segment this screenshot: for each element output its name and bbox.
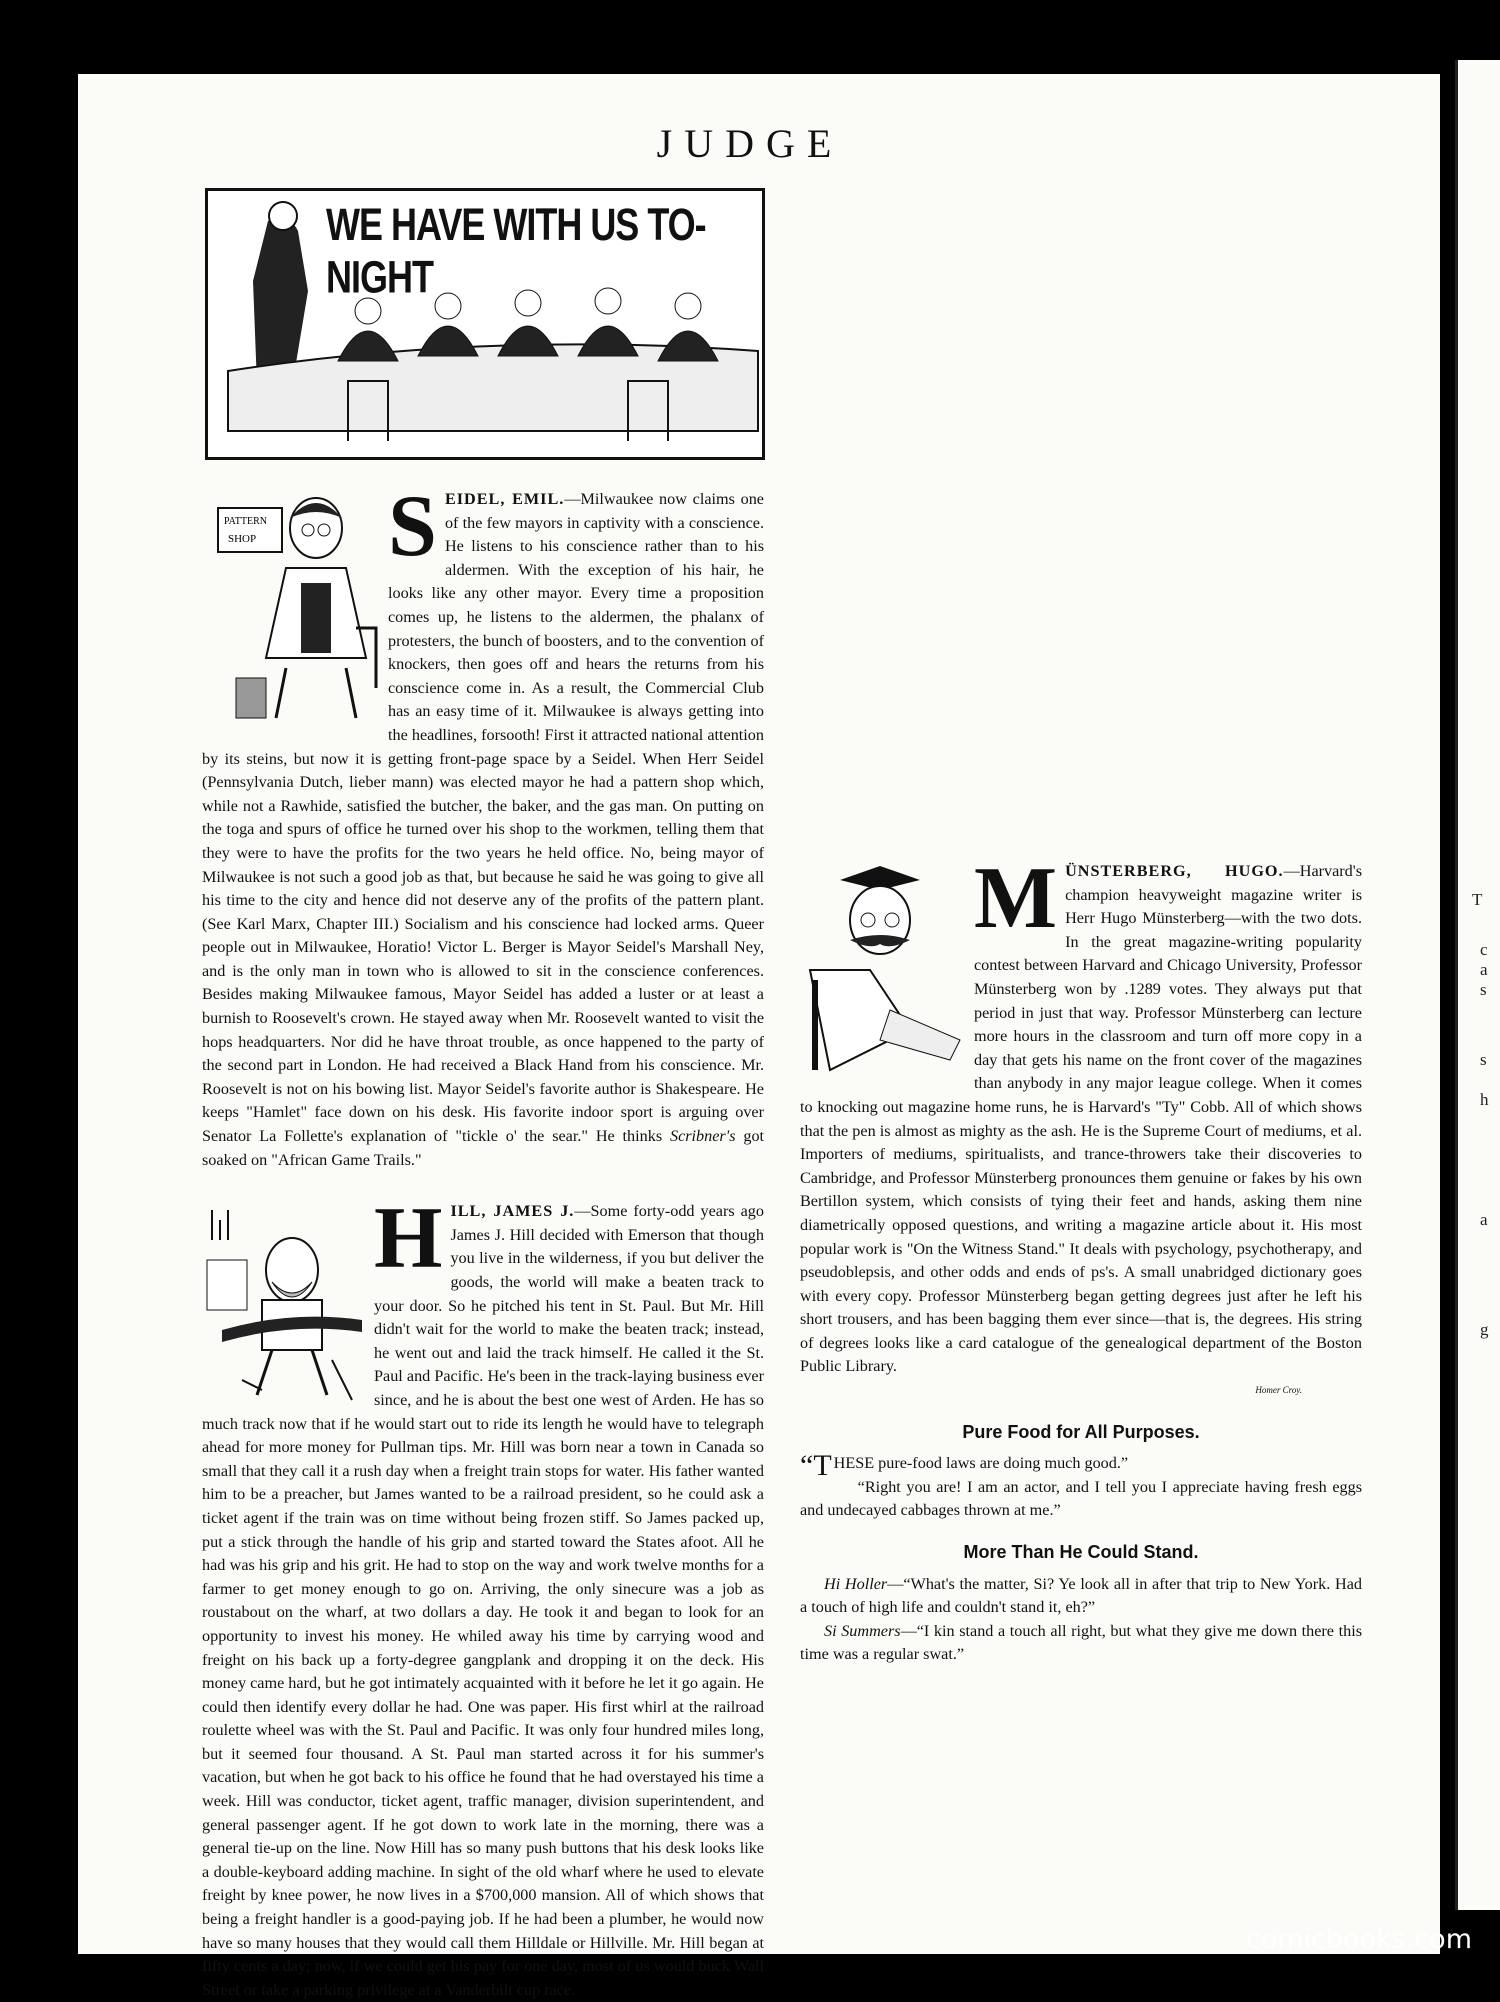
watermark: comicbooks.com xyxy=(1245,1924,1472,1955)
author-signature: Homer Croy. xyxy=(1255,1385,1302,1396)
speaker-hi-holler: Hi Holler xyxy=(824,1574,888,1593)
speaker-si-summers: Si Summers xyxy=(824,1621,901,1640)
hill-caricature xyxy=(202,1200,370,1405)
munsterberg-heading: ÜNSTERBERG, HUGO. xyxy=(1065,862,1284,880)
more-than-title: More Than He Could Stand. xyxy=(963,1542,1199,1563)
pure-food-line2: “Right you are! I am an actor, and I tell you I appreciate having fresh eggs and undecayed cabbages thrown at me.” xyxy=(800,1477,1362,1520)
svg-text:SHOP: SHOP xyxy=(228,533,257,545)
seidel-dropcap: S xyxy=(388,478,437,575)
hill-article xyxy=(202,1190,764,2002)
left-column xyxy=(202,478,765,2002)
seidel-italic-title: Scribner's xyxy=(669,1127,736,1146)
hill-heading: ILL, JAMES J. xyxy=(450,1202,575,1221)
seidel-article xyxy=(202,478,765,1172)
munsterberg-body: —Harvard's champion heavyweight magazine writer is Herr Hugo Münsterberg—with the two dots. In the great magazine-writing popularity contest between Harvard and Chicago University, Professor Münsterberg won by .1289 votes. They always put that period in just that way. Professor Münsterberg can lecture more hours in the classroom and turn off more copy in a day that gets his name on the front cover of the magazines than anybody in any major league college. When it comes to knocking out magazine home runs, he is Harvard's "Ty" Cobb. All of which shows that the pen is almost as mighty as the ash. He is the Supreme Court of mediums, et al. Importers of mediums, spiritualists, and trance-throwers take their discoveries to Cambridge, and Professor Münsterberg pronounces them genuine or fakes by his own Bertillon system, which consists of tying their feet and hands, asking them nine diametrically opposed questions, and writing a magazine article about it. His most popular work is "On the Witness Stand." It deals with psychology, psychotherapy, and pseudoblepsis, and other odds and ends of ps's. A small unabridged dictionary goes with every copy. Professor Münsterberg began getting degrees just after he left his short trousers, and has been bagging them ever since—that is, the degrees. His string of degrees looks like a card catalogue of the genealogical department of the Boston Public Library. xyxy=(800,862,1362,1376)
more-than-line1: —“What's the matter, Si? Ye look all in after that trip to New York. Had a touch of high life and couldn't stand it, eh?” xyxy=(800,1574,1363,1617)
munsterberg-article xyxy=(800,850,1362,1403)
hill-dropcap: H xyxy=(374,1190,443,1288)
seidel-heading: EIDEL, EMIL. xyxy=(444,490,565,508)
seidel-caricature xyxy=(216,488,384,728)
seidel-body: —Milwaukee now claims one of the few mayors in captivity with a conscience. He listens to his conscience rather than to his aldermen. With the exception of his hair, he looks like any other mayor. Every time a proposition comes up, he listens to the aldermen, the phalanx of protesters, the bunch of boosters, and to the convention of knockers, then goes off and hears the returns from his conscience come in. As a result, the Commercial Club has an easy time of it. Milwaukee is always getting into the headlines, forsooth! First it attracted national attention by its steins, but now it is getting front-page space by a Seidel. When Herr Seidel (Pennsylvania Dutch, lieber mann) was elected mayor he had a pattern shop which, while not a Rawhide, satisfied the butcher, the baker, and the gas man. On putting on the toga and spurs of office he turned over his shop to the workmen, telling them that they were to have the profits for the two years he held office. No, being mayor of Milwaukee is not such a good job as that, but because he said he was going to give all his time to the city and hence did not deserve any of the profits of the pattern plant. (See Karl Marx, Chapter III.) Socialism and his conscience had locked arms. Queer people out in Milwaukee, Horatio! Victor L. Berger is Mayor Seidel's Marshall Ney, and is the only man in town who is allowed to sit in the conscience conferences. Besides making Milwaukee famous, Mayor Seidel has added a luster or at least a burnish to Roosevelt's crown. He stayed away when Mr. Roosevelt wanted to visit the hops headquarters. Nor did he have throat trouble, as once happened to the party of the second part in London. He had received a Black Hand from his conscience. Mr. Roosevelt is not on his bowing list. Mayor Seidel's favorite author is Shakespeare. He keeps "Hamlet" face down on his desk. His favorite indoor sport is arguing over Senator La Follette's explanation of "tickle o' the sear." He thinks xyxy=(202,490,764,1146)
more-than-line2: —“I kin stand a touch all right, but what they give me down there this time was a regular swat.” xyxy=(800,1621,1362,1664)
pure-food-dropcap: “T xyxy=(800,1449,832,1483)
pure-food-line1: HESE pure-food laws are doing much good.” xyxy=(833,1454,1129,1473)
pure-food-joke xyxy=(800,1421,1362,1523)
masthead: JUDGE xyxy=(656,121,844,166)
pattern-shop-sign: PATTERN xyxy=(224,516,267,527)
seidel-body-end: got soaked on "African Game Trails." xyxy=(202,1127,765,1169)
adjacent-page-edge: T c a s s h a g xyxy=(1455,60,1500,1910)
munsterberg-caricature xyxy=(800,860,970,1085)
banner-illustration xyxy=(205,188,765,460)
more-than-joke xyxy=(800,1541,1362,1667)
munsterberg-dropcap: M xyxy=(974,850,1058,947)
right-column xyxy=(800,850,1363,1667)
banner-title: WE HAVE WITH US TO-NIGHT xyxy=(326,198,706,303)
pure-food-title: Pure Food for All Purposes. xyxy=(962,1421,1200,1442)
hill-body: —Some forty-odd years ago James J. Hill decided with Emerson that though you live in the wilderness, if you but deliver the goods, the world will make a beaten track to your door. So he pitched his tent in St. Paul. But Mr. Hill didn't wait for the world to make the beaten track; instead, he went out and laid the track himself. He called it the St. Paul and Pacific. He's been in the track-laying business ever since, and he is about the best one west of Arden. He has so much track now that if he would start out to ride its length he would have to telegraph ahead for more money for Pullman tips. Mr. Hill was born near a town in Canada so small that they call it a rush day when a freight train stops for water. His father wanted him to be a preacher, but James wanted to be a railroad president, so he could ask a ticket agent if the train was on time without being frozen stiff. So James packed up, put a stick through the handle of his grip and started toward the States afoot. All he had was his grip and his grit. He had to stop on the way and work twelve months for a farmer to get money enough to go on. Arriving, the only sinecure was a job as roustabout on the wharf, at two dollars a day. He took it and began to look for an opportunity to invest his money. He whiled away his time by carrying wood and freight on his back up a forty-degree gangplank and dropping it on the deck. His money came hard, but he got intimately acquainted with it before he let it go again. He could then identify every dollar he had. One was paper. His first whirl at the railroad roulette wheel was with the St. Paul and Pacific. It was only four hundred miles long, but it seemed four thousand. A St. Paul man started across it for his summer's vacation, but when he got back to his office he found that he had overstayed his time a week. Hill was conductor, ticket agent, traffic manager, division superintendent, and general passenger agent. If he got down to work late in the morning, there was a general tie-up on the line. Now Hill has so many push buttons that his desk looks like a double-keyboard adding machine. In sight of the old wharf where he used to elevate freight by knee power, he now lives in a $700,000 mansion. All of which shows that being a freight handler is a good-paying job. If he had been a plumber, he would now have so many houses that they would call them Hilldale or Hillville. Mr. Hill began at fifty cents a day; now, if we could get his pay for one day, most of us would buck Wall Street or take a parking privilege at a Vanderbilt cup race. xyxy=(202,1202,764,1999)
